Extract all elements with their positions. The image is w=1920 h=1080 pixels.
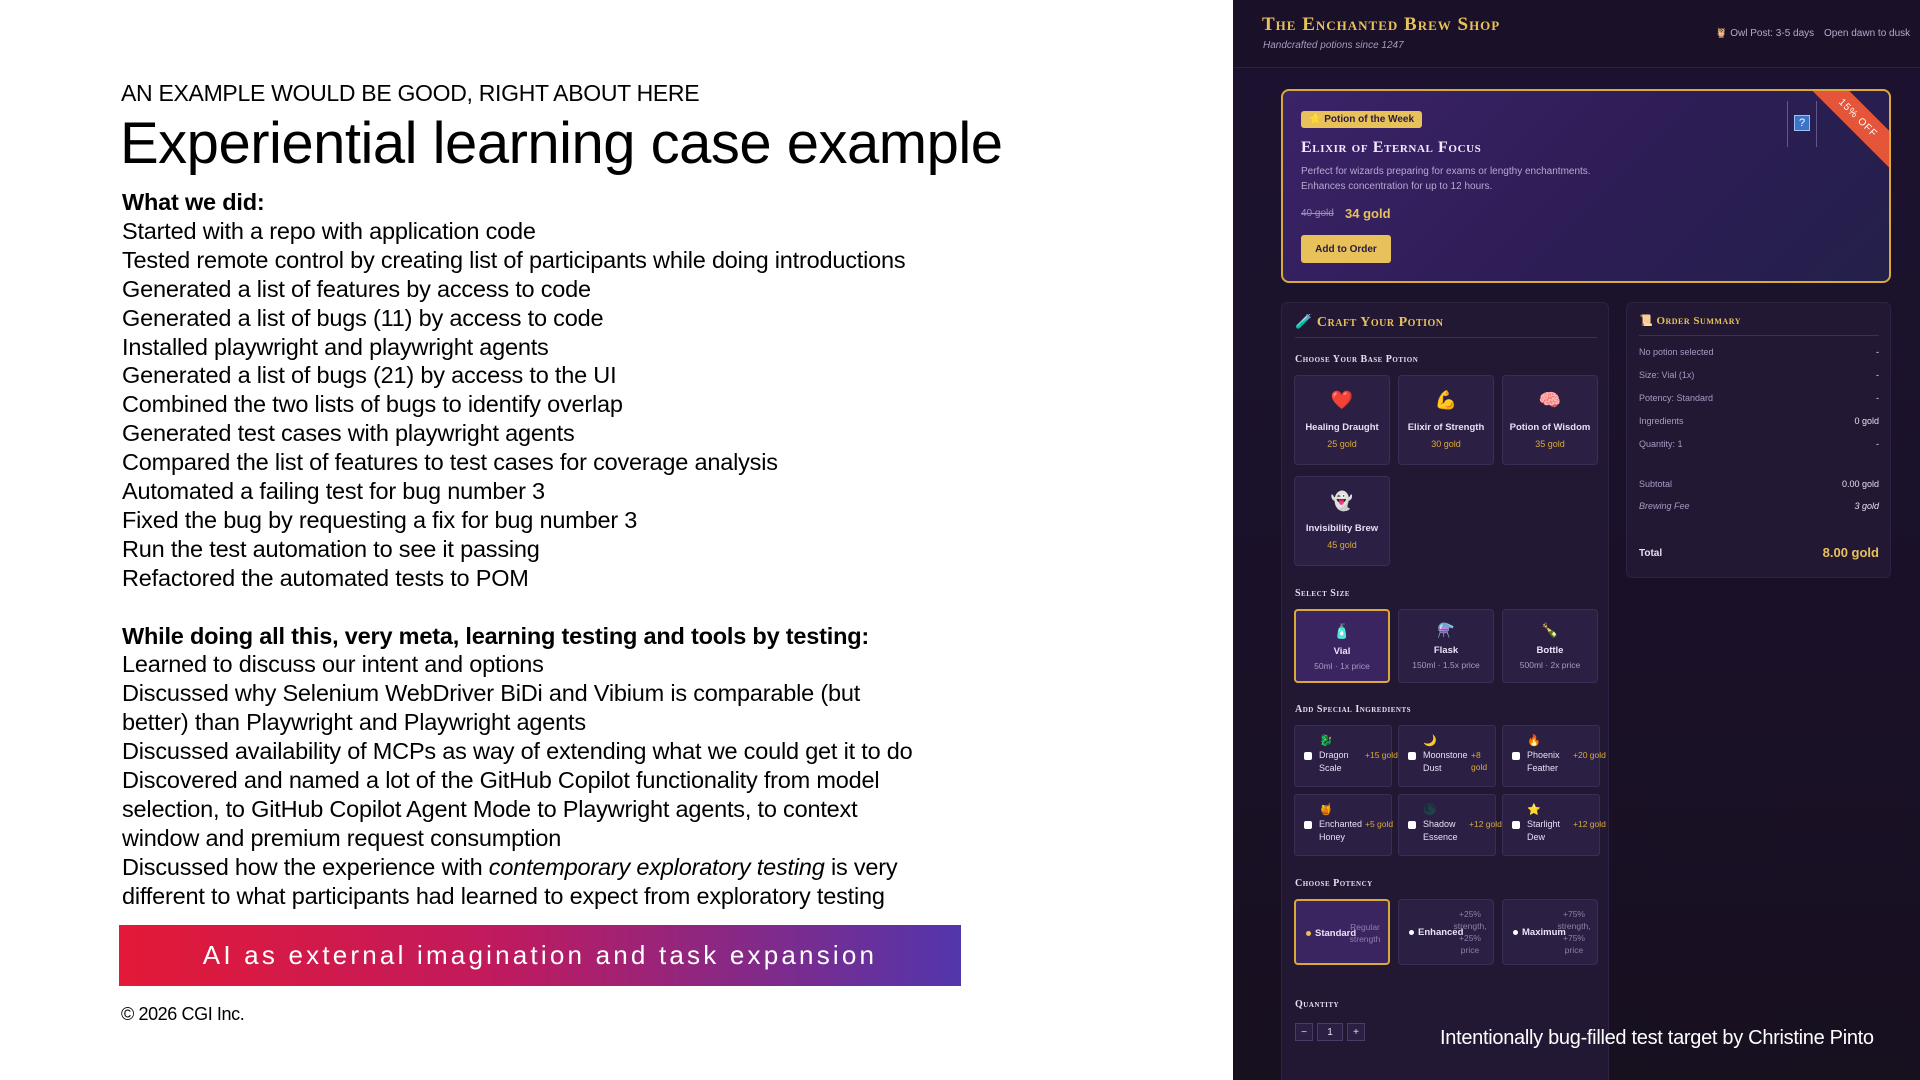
summary-value: - <box>1876 439 1879 449</box>
old-price: 40 gold <box>1301 208 1334 219</box>
list-item: Tested remote control by creating list of participants while doing introductions <box>122 246 906 273</box>
list-item: Refactored the automated tests to POM <box>122 564 529 591</box>
slide-body <box>122 188 1002 911</box>
list-item: Generated a list of bugs (11) by access to code <box>122 304 604 331</box>
subtotal-row <box>1639 479 1879 489</box>
ingredient-starlight-dew[interactable] <box>1502 794 1606 856</box>
size-option-vial[interactable] <box>1294 609 1390 683</box>
potency-option-enhanced[interactable] <box>1398 899 1494 965</box>
size-name: Flask <box>1433 645 1459 656</box>
ghost-icon: 👻 <box>1330 491 1354 511</box>
potency-detail: Regular strength <box>1349 922 1381 944</box>
craft-title: 🧪 Craft Your Potion <box>1295 315 1444 330</box>
app-screenshot <box>1233 0 1920 1080</box>
ingredient-dragon-scale[interactable] <box>1294 725 1398 787</box>
size-label: Select Size <box>1295 588 1350 599</box>
fee-value: 3 gold <box>1854 501 1879 511</box>
list-item: Discovered and named a lot of the GitHub Copilot functionality from model <box>122 767 880 794</box>
potency-option-standard[interactable] <box>1294 899 1390 965</box>
list-item: different to what participants had learned to expect from exploratory testing <box>122 882 885 909</box>
star-icon: ⭐ <box>1527 804 1541 816</box>
size-detail: 150ml · 1.5x price <box>1412 660 1480 670</box>
summary-label: Size: Vial (1x) <box>1639 370 1695 380</box>
flexed-arm-icon: 💪 <box>1434 390 1458 410</box>
divider <box>1295 337 1597 338</box>
promo-potion-name: Elixir of Eternal Focus <box>1301 139 1482 156</box>
list-item: Started with a repo with application code <box>122 217 536 244</box>
ingredient-name: Moonstone Dust <box>1423 750 1468 773</box>
dragon-icon: 🐉 <box>1319 735 1333 747</box>
base-name: Potion of Wisdom <box>1509 422 1591 433</box>
add-to-order-button[interactable]: Add to Order <box>1301 235 1391 263</box>
list-item: Automated a failing test for bug number 3 <box>122 478 545 505</box>
owl-post-info: 🦉 Owl Post: 3-5 days <box>1715 28 1815 39</box>
ingredient-enchanted-honey[interactable] <box>1294 794 1392 856</box>
base-option-wisdom[interactable] <box>1502 375 1598 465</box>
list-item <box>122 853 1002 882</box>
ingredient-moonstone-dust[interactable] <box>1398 725 1496 787</box>
size-name: Vial <box>1333 646 1351 657</box>
text-segment: is very <box>824 853 898 880</box>
order-summary-panel <box>1626 302 1891 578</box>
base-name: Invisibility Brew <box>1305 523 1379 534</box>
summary-value: 0 gold <box>1854 416 1879 426</box>
base-potion-label: Choose Your Base Potion <box>1295 354 1419 365</box>
list-item: Generated a list of features by access to code <box>122 275 591 302</box>
list-item: better) than Playwright and Playwright agents <box>122 709 586 736</box>
radio-dot[interactable] <box>1409 930 1414 935</box>
base-option-invisibility[interactable] <box>1294 476 1390 566</box>
size-detail: 500ml · 2x price <box>1519 660 1581 670</box>
base-price: 30 gold <box>1431 439 1461 449</box>
ingredients-label: Add Special Ingredients <box>1295 704 1412 715</box>
summary-row <box>1639 439 1879 449</box>
summary-row <box>1639 393 1879 403</box>
ingredient-checkbox[interactable] <box>1512 752 1520 760</box>
summary-value: - <box>1876 393 1879 403</box>
radio-dot[interactable] <box>1306 931 1311 936</box>
ingredient-checkbox[interactable] <box>1408 821 1416 829</box>
heart-icon: ❤️ <box>1330 390 1354 410</box>
bottle-icon: 🍾 <box>1541 622 1559 638</box>
quantity-input[interactable]: 1 <box>1317 1023 1343 1041</box>
order-summary-title: 📜 Order Summary <box>1639 315 1741 327</box>
base-price: 25 gold <box>1327 439 1357 449</box>
list-item: Combined the two lists of bugs to identify overlap <box>122 391 623 418</box>
ingredient-name: Starlight Dew <box>1527 819 1561 842</box>
list-item: Generated test cases with playwright agents <box>122 420 575 447</box>
vial-icon: 🧴 <box>1333 623 1351 639</box>
summary-row <box>1639 370 1879 380</box>
moon-icon: 🌙 <box>1423 735 1437 747</box>
total-row <box>1639 545 1879 560</box>
summary-row <box>1639 347 1879 357</box>
ingredient-checkbox[interactable] <box>1304 752 1312 760</box>
ingredient-price: +5 gold <box>1365 819 1394 829</box>
promo-desc-line: Enhances concentration for up to 12 hours. <box>1301 181 1493 192</box>
size-name: Bottle <box>1536 645 1564 656</box>
discount-ribbon: 15% OFF <box>1803 89 1891 173</box>
help-icon[interactable]: ? <box>1794 115 1810 131</box>
ingredient-checkbox[interactable] <box>1512 821 1520 829</box>
promo-description <box>1301 164 1631 194</box>
size-detail: 50ml · 1x price <box>1314 661 1370 671</box>
quantity-label: Quantity <box>1295 999 1340 1010</box>
list-item: selection, to GitHub Copilot Agent Mode to Playwright agents, to context <box>122 796 858 823</box>
summary-value: - <box>1876 370 1879 380</box>
base-option-healing[interactable] <box>1294 375 1390 465</box>
new-price: 34 gold <box>1345 206 1391 221</box>
promo-desc-line: Perfect for wizards preparing for exams or lengthy enchantments. <box>1301 166 1591 177</box>
fire-icon: 🔥 <box>1527 735 1541 747</box>
list-item: Discussed availability of MCPs as way of extending what we could get it to do <box>122 738 913 765</box>
ingredient-name: Phoenix Feather <box>1527 750 1560 773</box>
section-heading-what-we-did: What we did: <box>122 189 265 215</box>
summary-label: Quantity: 1 <box>1639 439 1683 449</box>
list-item: Run the test automation to see it passing <box>122 535 540 562</box>
app-credit-caption: Intentionally bug-filled test target by Christine Pinto <box>1440 1027 1874 1049</box>
spacer <box>122 593 1002 622</box>
summary-value: - <box>1876 347 1879 357</box>
slide-kicker: AN EXAMPLE WOULD BE GOOD, RIGHT ABOUT HERE <box>121 80 700 106</box>
potion-of-week-card <box>1281 89 1891 283</box>
summary-label: No potion selected <box>1639 347 1714 357</box>
subtotal-value: 0.00 gold <box>1841 479 1879 489</box>
quantity-stepper <box>1295 1023 1365 1041</box>
summary-label: Potency: Standard <box>1639 393 1714 403</box>
size-option-flask[interactable] <box>1398 609 1494 683</box>
text-segment: Discussed how the experience with <box>122 853 489 880</box>
base-name: Elixir of Strength <box>1407 422 1485 433</box>
summary-label: Ingredients <box>1639 416 1684 426</box>
shop-subtitle: Handcrafted potions since 1247 <box>1263 40 1404 51</box>
base-price: 35 gold <box>1535 439 1565 449</box>
potency-detail: +75% strength, +75% price <box>1557 909 1591 955</box>
ingredient-name: Dragon Scale <box>1319 750 1349 773</box>
ingredient-price: +8 gold <box>1471 750 1488 772</box>
quantity-increment-button[interactable]: + <box>1347 1023 1365 1041</box>
total-value: 8.00 gold <box>1822 545 1879 560</box>
base-price: 45 gold <box>1327 540 1357 550</box>
ingredient-checkbox[interactable] <box>1304 821 1312 829</box>
list-item: Compared the list of features to test cases for coverage analysis <box>122 449 778 476</box>
ingredient-price: +12 gold <box>1573 819 1606 829</box>
potency-name: Standard <box>1315 928 1357 939</box>
potency-option-maximum[interactable] <box>1502 899 1598 965</box>
ingredient-name: Shadow Essence <box>1423 819 1458 842</box>
potency-name: Maximum <box>1522 927 1566 938</box>
slide-title: Experiential learning case example <box>120 111 1003 176</box>
quantity-decrement-button[interactable]: − <box>1295 1023 1313 1041</box>
total-label: Total <box>1639 548 1663 559</box>
list-item: Generated a list of bugs (21) by access to the UI <box>122 362 617 389</box>
list-item: Fixed the bug by requesting a fix for bug number 3 <box>122 506 638 533</box>
base-option-strength[interactable] <box>1398 375 1494 465</box>
divider <box>1639 335 1879 336</box>
potency-name: Enhanced <box>1418 927 1464 938</box>
summary-row <box>1639 416 1879 426</box>
ingredient-shadow-essence[interactable] <box>1398 794 1502 856</box>
ingredient-price: +12 gold <box>1469 819 1502 829</box>
flask-icon: ⚗️ <box>1437 622 1455 638</box>
fee-label: Brewing Fee <box>1639 501 1690 511</box>
honey-icon: 🍯 <box>1319 804 1333 816</box>
list-item: Learned to discuss our intent and options <box>122 651 544 678</box>
ingredient-checkbox[interactable] <box>1408 752 1416 760</box>
new-moon-icon: 🌑 <box>1423 804 1437 816</box>
takeaway-banner: AI as external imagination and task expansion <box>119 925 961 986</box>
ingredient-price: +15 gold <box>1365 750 1398 760</box>
brain-icon: 🧠 <box>1538 390 1562 410</box>
ingredient-phoenix-feather[interactable] <box>1502 725 1606 787</box>
copyright: © 2026 CGI Inc. <box>121 1004 245 1024</box>
list-item: window and premium request consumption <box>122 824 562 851</box>
base-name: Healing Draught <box>1305 422 1379 433</box>
potency-detail: +25% strength, +25% price <box>1453 909 1487 955</box>
list-item: Discussed why Selenium WebDriver BiDi and Vibium is comparable (but <box>122 680 861 707</box>
opening-hours: Open dawn to dusk <box>1824 28 1911 39</box>
craft-potion-panel <box>1281 302 1609 1080</box>
radio-dot[interactable] <box>1513 930 1518 935</box>
ingredient-name: Enchanted Honey <box>1319 819 1363 842</box>
list-item: Installed playwright and playwright agents <box>122 333 549 360</box>
section-heading-meta: While doing all this, very meta, learning testing and tools by testing: <box>122 622 870 649</box>
promo-badge: ⭐ Potion of the Week <box>1301 111 1422 128</box>
subtotal-label: Subtotal <box>1639 479 1673 489</box>
shop-title: The Enchanted Brew Shop <box>1262 14 1501 35</box>
app-header <box>1233 0 1920 68</box>
size-option-bottle[interactable] <box>1502 609 1598 683</box>
brewing-fee-row <box>1639 501 1879 511</box>
potency-label: Choose Potency <box>1295 878 1373 889</box>
italic-phrase: contemporary exploratory testing <box>488 853 825 880</box>
ingredient-price: +20 gold <box>1573 750 1606 760</box>
